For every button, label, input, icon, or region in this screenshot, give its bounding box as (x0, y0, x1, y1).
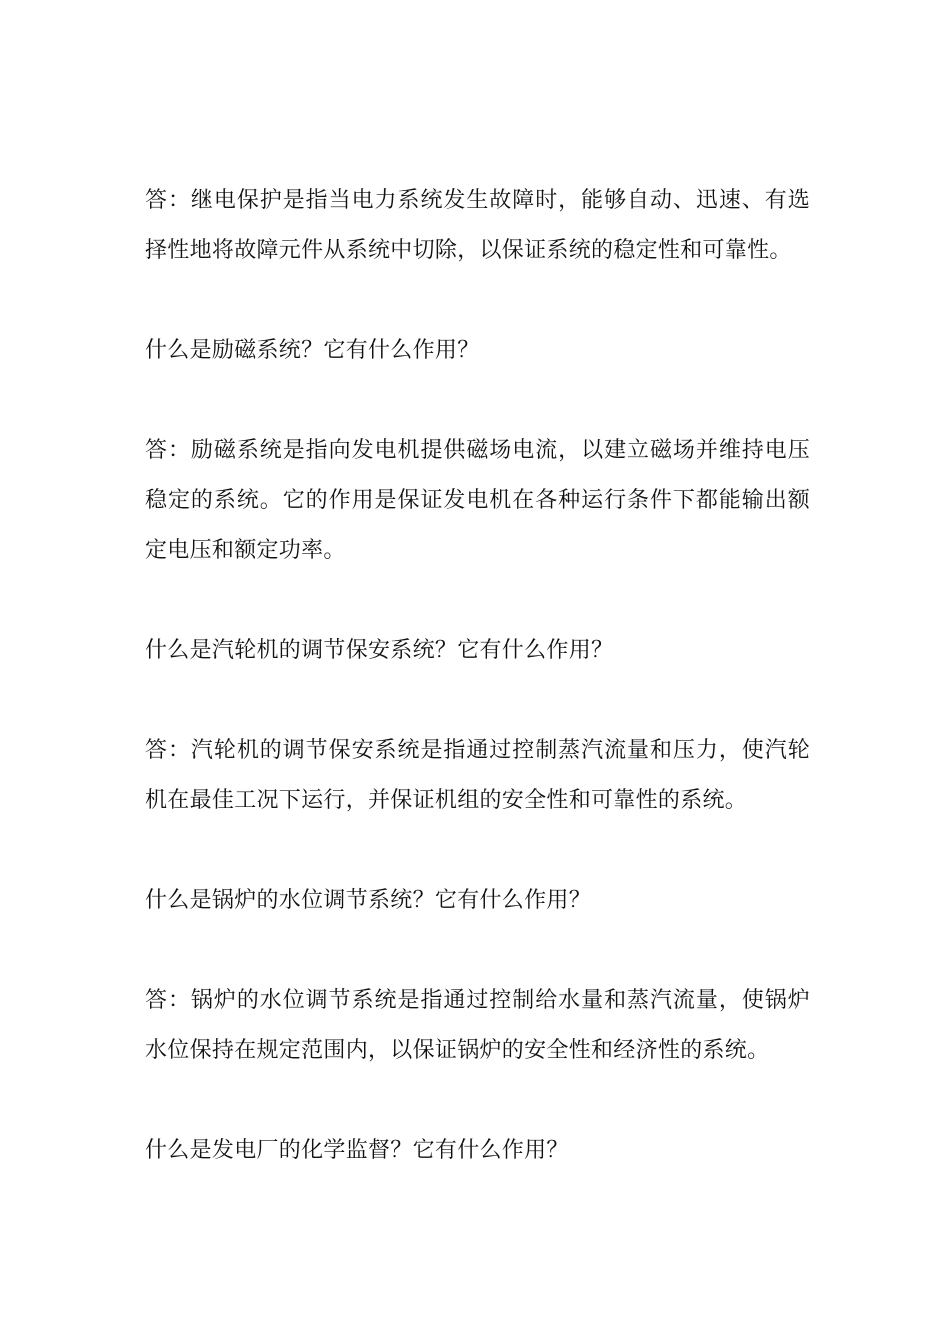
question-paragraph: 什么是汽轮机的调节保安系统？它有什么作用？ (145, 638, 614, 663)
answer-paragraph: 答：继电保护是指当电力系统发生故障时，能够自动、迅速、有选择性地将故障元件从系统中切除，以保证系统的稳定性和可靠性。 (145, 188, 810, 263)
question-paragraph: 什么是锅炉的水位调节系统？它有什么作用？ (145, 888, 592, 913)
question-paragraph: 什么是发电厂的化学监督？它有什么作用？ (145, 1138, 569, 1163)
question-paragraph: 什么是励磁系统？它有什么作用？ (145, 338, 480, 363)
answer-paragraph: 答：锅炉的水位调节系统是指通过控制给水量和蒸汽流量，使锅炉水位保持在规定范围内，以保证锅炉的安全性和经济性的系统。 (145, 988, 810, 1063)
answer-paragraph: 答：励磁系统是指向发电机提供磁场电流，以建立磁场并维持电压稳定的系统。它的作用是保证发电机在各种运行条件下都能输出额定电压和额定功率。 (145, 438, 810, 563)
document-body (145, 176, 810, 1176)
answer-paragraph: 答：汽轮机的调节保安系统是指通过控制蒸汽流量和压力，使汽轮机在最佳工况下运行，并保证机组的安全性和可靠性的系统。 (145, 738, 810, 813)
